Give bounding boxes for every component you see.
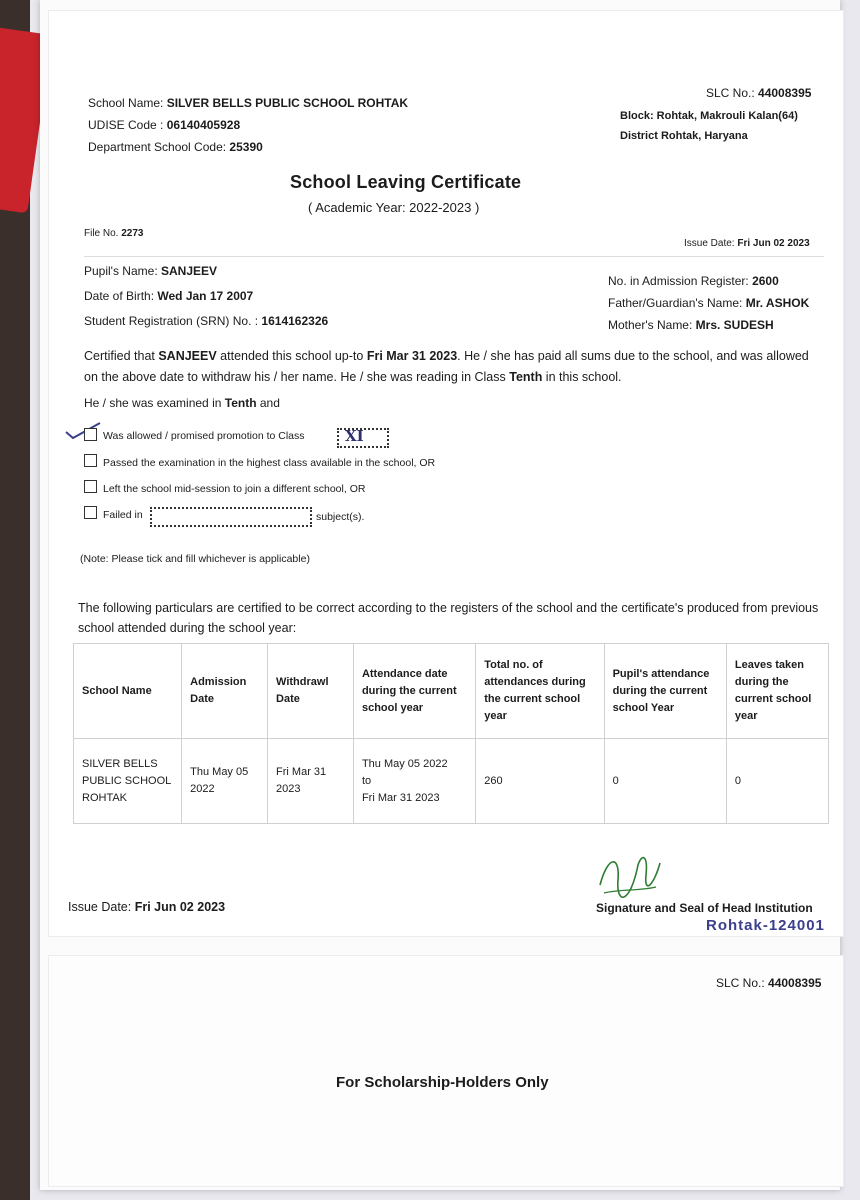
certified-text-3: . He / she has paid all sums due to the school, and was allowed on the above date to withdraw his / her name. He / she was reading in Class bbox=[84, 349, 809, 384]
promotion-class-value: XI bbox=[345, 427, 364, 445]
slc-number: 44008395 bbox=[758, 86, 812, 100]
pupil-name-line bbox=[84, 264, 217, 278]
examined-line bbox=[84, 396, 280, 410]
admission-number: 2600 bbox=[752, 274, 779, 288]
lower-slc-label: SLC No.: bbox=[716, 976, 765, 990]
cell-total: 260 bbox=[476, 739, 604, 824]
particulars-text: The following particulars are certified to be correct according to the registers of the school and the certificate's produced from previous school attended during the school year: bbox=[78, 601, 819, 635]
table-row bbox=[74, 739, 829, 824]
col-header-leaves: Leaves taken during the current school year bbox=[726, 644, 828, 739]
school-name-line bbox=[88, 96, 408, 110]
seal-stamp-text: Rohtak-124001 bbox=[706, 917, 825, 934]
issue-date-label: Issue Date: bbox=[684, 238, 735, 249]
cell-admission: Thu May 05 2022 bbox=[182, 739, 268, 824]
admission-line bbox=[608, 274, 779, 288]
father-name: Mr. ASHOK bbox=[745, 296, 810, 310]
option-failed-checkbox[interactable] bbox=[84, 506, 97, 519]
dob-value: Wed Jan 17 2007 bbox=[157, 289, 254, 303]
issue-date-bottom bbox=[68, 900, 225, 914]
pupil-name: SANJEEV bbox=[161, 264, 218, 278]
block-info: Block: Rohtak, Makrouli Kalan(64) bbox=[620, 110, 798, 122]
cell-withdrawl: Fri Mar 31 2023 bbox=[268, 739, 354, 824]
certified-text-4: in this school. bbox=[542, 370, 622, 384]
father-label: Father/Guardian's Name: bbox=[608, 296, 743, 310]
slc-label: SLC No.: bbox=[706, 86, 755, 100]
file-label: File No. bbox=[84, 228, 119, 239]
school-name-label: School Name: bbox=[88, 96, 164, 110]
option-promotion-label: Was allowed / promised promotion to Class bbox=[103, 430, 305, 442]
issue-date-value: Fri Jun 02 2023 bbox=[737, 238, 810, 249]
academic-year: ( Academic Year: 2022-2023 ) bbox=[308, 200, 480, 215]
divider bbox=[84, 256, 824, 257]
file-no-line bbox=[84, 228, 143, 239]
issue-date-bottom-label: Issue Date: bbox=[68, 900, 132, 914]
option-left-checkbox[interactable] bbox=[84, 480, 97, 493]
col-header-school: School Name bbox=[74, 644, 182, 739]
file-number: 2273 bbox=[121, 228, 144, 239]
col-header-withdrawl: Withdrawl Date bbox=[268, 644, 354, 739]
dept-code-line bbox=[88, 140, 263, 154]
failed-subjects-field[interactable] bbox=[150, 507, 312, 527]
lower-slc-number: 44008395 bbox=[768, 976, 822, 990]
admission-label: No. in Admission Register: bbox=[608, 274, 749, 288]
dob-line bbox=[84, 289, 253, 303]
school-name: SILVER BELLS PUBLIC SCHOOL ROHTAK bbox=[166, 96, 409, 110]
cell-pupil-attendance: 0 bbox=[604, 739, 726, 824]
dob-label: Date of Birth: bbox=[84, 289, 155, 303]
att-to: Fri Mar 31 2023 bbox=[361, 791, 440, 804]
attendance-table bbox=[73, 643, 829, 824]
certified-text-2: attended this school up-to bbox=[216, 349, 367, 363]
slc-line bbox=[706, 86, 811, 100]
att-from: Thu May 05 2022 bbox=[361, 757, 448, 770]
mother-line bbox=[608, 318, 774, 332]
col-header-attendance-date: Attendance date during the current school year bbox=[353, 644, 475, 739]
pupil-name-label: Pupil's Name: bbox=[84, 264, 158, 278]
signature-label: Signature and Seal of Head Institution bbox=[596, 901, 813, 915]
option-passed-label: Passed the examination in the highest class available in the school, OR bbox=[103, 457, 436, 469]
option-failed-label: Failed in bbox=[103, 509, 143, 521]
examined-tail: and bbox=[256, 396, 280, 410]
cell-attendance-dates bbox=[353, 739, 475, 824]
note-text: (Note: Please tick and fill whichever is applicable) bbox=[80, 553, 310, 565]
certified-name: SANJEEV bbox=[158, 349, 217, 363]
scholarship-heading: For Scholarship-Holders Only bbox=[336, 1074, 549, 1091]
option-promotion-checkbox[interactable] bbox=[84, 428, 97, 441]
mother-label: Mother's Name: bbox=[608, 318, 693, 332]
examined-text: He / she was examined in bbox=[84, 396, 225, 410]
option-left-label: Left the school mid-session to join a different school, OR bbox=[103, 483, 366, 495]
srn-value: 1614162326 bbox=[261, 314, 329, 328]
table-header-row bbox=[74, 644, 829, 739]
cell-leaves: 0 bbox=[726, 739, 828, 824]
father-line bbox=[608, 296, 809, 310]
srn-label: Student Registration (SRN) No. : bbox=[84, 314, 259, 328]
district-info: District Rohtak, Haryana bbox=[620, 130, 748, 142]
certified-paragraph bbox=[84, 346, 824, 388]
col-header-pupil-attendance: Pupil's attendance during the current school Year bbox=[604, 644, 726, 739]
certified-class: Tenth bbox=[509, 370, 543, 384]
cell-school: SILVER BELLS PUBLIC SCHOOL ROHTAK bbox=[74, 739, 182, 824]
examined-class: Tenth bbox=[224, 396, 257, 410]
certificate-title: School Leaving Certificate bbox=[290, 172, 522, 192]
certified-upto-date: Fri Mar 31 2023 bbox=[366, 349, 458, 363]
col-header-admission: Admission Date bbox=[182, 644, 268, 739]
dept-code-label: Department School Code: bbox=[88, 140, 227, 154]
col-header-total: Total no. of attendances during the current school year bbox=[476, 644, 604, 739]
issue-date-top bbox=[684, 238, 810, 249]
option-passed-checkbox[interactable] bbox=[84, 454, 97, 467]
udise-line bbox=[88, 118, 240, 132]
certified-text-1: Certified that bbox=[84, 349, 159, 363]
lower-slc-line bbox=[716, 976, 821, 990]
mother-name: Mrs. SUDESH bbox=[695, 318, 774, 332]
issue-date-bottom-value: Fri Jun 02 2023 bbox=[134, 900, 226, 914]
udise-code: 06140405928 bbox=[166, 118, 241, 132]
udise-label: UDISE Code : bbox=[88, 118, 164, 132]
subjects-suffix: subject(s). bbox=[316, 511, 365, 523]
dept-code: 25390 bbox=[229, 140, 263, 154]
srn-line bbox=[84, 314, 328, 328]
att-to-word: to bbox=[361, 774, 372, 787]
